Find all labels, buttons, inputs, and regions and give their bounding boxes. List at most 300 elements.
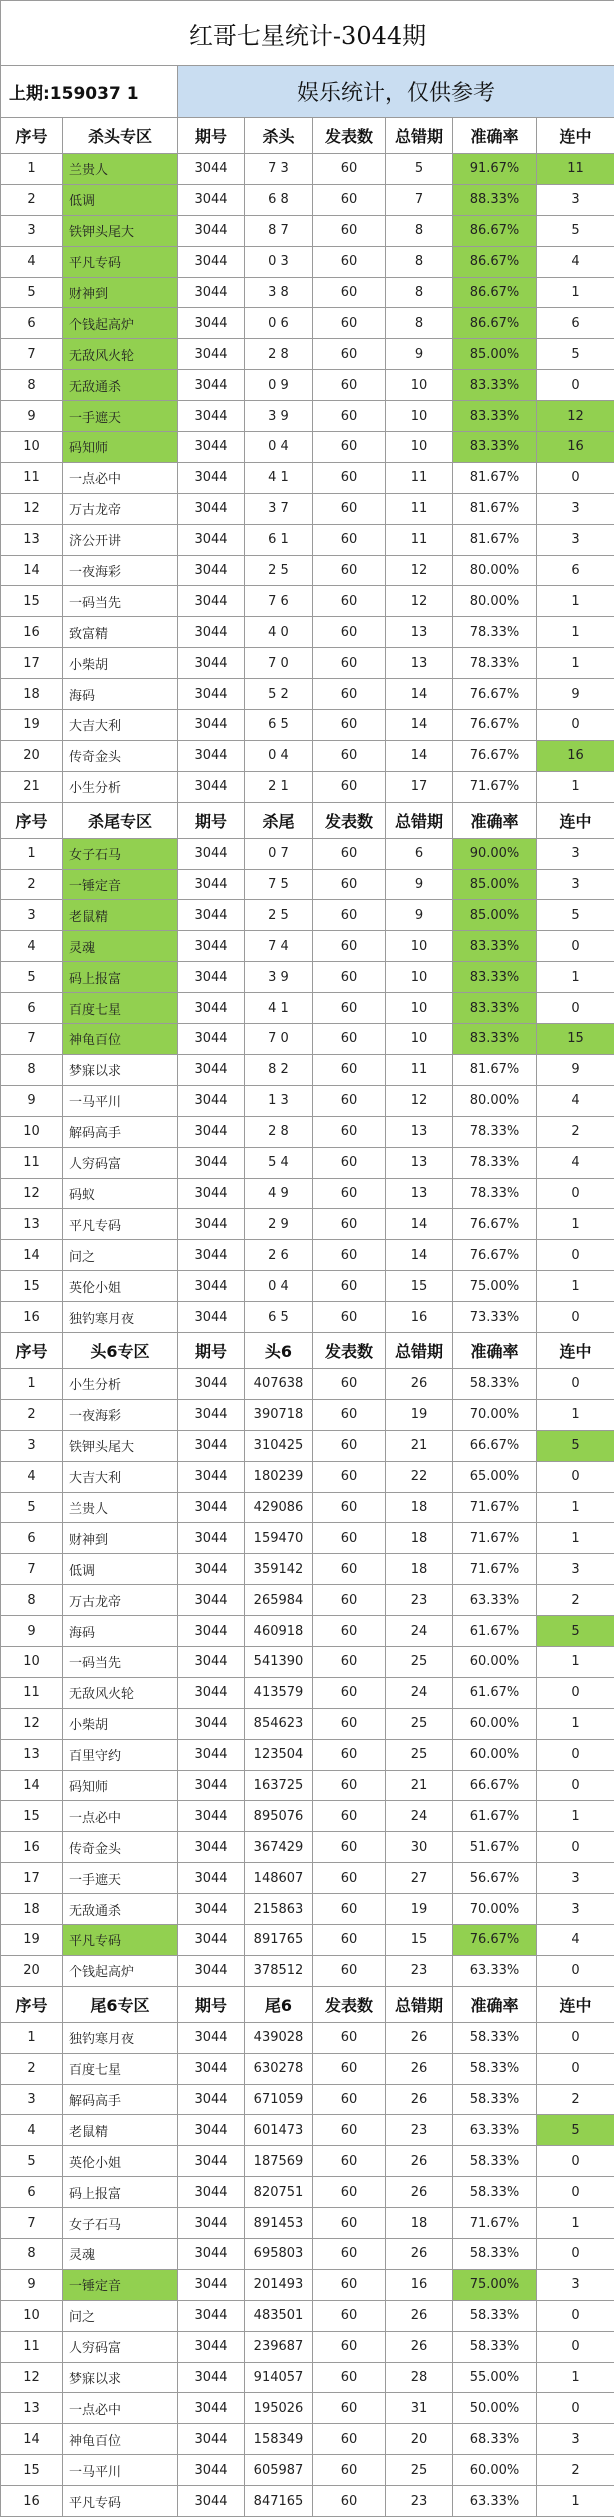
cell-published: 60 bbox=[313, 1554, 386, 1585]
cell-value: 0 3 bbox=[245, 246, 313, 277]
cell-index: 17 bbox=[1, 1863, 63, 1894]
cell-name: 梦寐以求 bbox=[63, 1054, 178, 1085]
cell-streak: 0 bbox=[537, 1770, 614, 1801]
cell-accuracy: 66.67% bbox=[453, 1770, 537, 1801]
cell-total-misses: 13 bbox=[386, 1116, 453, 1147]
cell-accuracy: 63.33% bbox=[453, 1585, 537, 1616]
cell-period: 3044 bbox=[178, 869, 245, 900]
cell-value: 4 0 bbox=[245, 617, 313, 648]
cell-total-misses: 18 bbox=[386, 1523, 453, 1554]
cell-total-misses: 22 bbox=[386, 1461, 453, 1492]
cell-index: 7 bbox=[1, 1024, 63, 1055]
cell-accuracy: 60.00% bbox=[453, 2455, 537, 2486]
table-row bbox=[1, 710, 614, 741]
cell-accuracy: 76.67% bbox=[453, 710, 537, 741]
cell-value: 895076 bbox=[245, 1801, 313, 1832]
cell-published: 60 bbox=[313, 1523, 386, 1554]
cell-index: 14 bbox=[1, 1240, 63, 1271]
table-row bbox=[1, 1085, 614, 1116]
cell-value: 187569 bbox=[245, 2146, 313, 2177]
cell-value: 148607 bbox=[245, 1863, 313, 1894]
table-row bbox=[1, 1271, 614, 1302]
cell-name: 老鼠精 bbox=[63, 2115, 178, 2146]
cell-published: 60 bbox=[313, 154, 386, 185]
cell-value: 8 7 bbox=[245, 215, 313, 246]
column-header-index: 序号 bbox=[1, 1332, 63, 1368]
table-row bbox=[1, 1399, 614, 1430]
cell-index: 16 bbox=[1, 617, 63, 648]
column-header-value: 杀尾 bbox=[245, 802, 313, 838]
cell-published: 60 bbox=[313, 1271, 386, 1302]
cell-streak: 0 bbox=[537, 1461, 614, 1492]
cell-published: 60 bbox=[313, 2084, 386, 2115]
cell-accuracy: 71.67% bbox=[453, 1554, 537, 1585]
cell-published: 60 bbox=[313, 2053, 386, 2084]
cell-index: 21 bbox=[1, 771, 63, 802]
table-row bbox=[1, 900, 614, 931]
cell-name: 大吉大利 bbox=[63, 1461, 178, 1492]
cell-streak: 0 bbox=[537, 2022, 614, 2053]
cell-published: 60 bbox=[313, 931, 386, 962]
cell-period: 3044 bbox=[178, 2208, 245, 2239]
table-row bbox=[1, 1302, 614, 1333]
table-row bbox=[1, 339, 614, 370]
cell-published: 60 bbox=[313, 1368, 386, 1399]
cell-period: 3044 bbox=[178, 2146, 245, 2177]
cell-period: 3044 bbox=[178, 1832, 245, 1863]
cell-published: 60 bbox=[313, 993, 386, 1024]
cell-accuracy: 78.33% bbox=[453, 1178, 537, 1209]
table-row bbox=[1, 771, 614, 802]
cell-period: 3044 bbox=[178, 2177, 245, 2208]
cell-streak: 3 bbox=[537, 1894, 614, 1925]
cell-streak: 5 bbox=[537, 215, 614, 246]
table-row bbox=[1, 2208, 614, 2239]
cell-streak: 1 bbox=[537, 1646, 614, 1677]
cell-value: 854623 bbox=[245, 1708, 313, 1739]
table-row bbox=[1, 1616, 614, 1647]
cell-value: 7 0 bbox=[245, 648, 313, 679]
table-row bbox=[1, 1585, 614, 1616]
cell-total-misses: 20 bbox=[386, 2424, 453, 2455]
cell-published: 60 bbox=[313, 1646, 386, 1677]
table-row bbox=[1, 993, 614, 1024]
cell-published: 60 bbox=[313, 1708, 386, 1739]
subtitle-row bbox=[1, 66, 614, 118]
table-row bbox=[1, 524, 614, 555]
cell-value: 3 9 bbox=[245, 401, 313, 432]
cell-published: 60 bbox=[313, 370, 386, 401]
column-header-streak: 连中 bbox=[537, 118, 614, 154]
cell-total-misses: 23 bbox=[386, 2486, 453, 2517]
table-row bbox=[1, 2115, 614, 2146]
cell-name: 问之 bbox=[63, 1240, 178, 1271]
cell-total-misses: 26 bbox=[386, 2146, 453, 2177]
cell-accuracy: 51.67% bbox=[453, 1832, 537, 1863]
cell-total-misses: 26 bbox=[386, 2084, 453, 2115]
cell-name: 一夜海彩 bbox=[63, 1399, 178, 1430]
cell-total-misses: 19 bbox=[386, 1399, 453, 1430]
cell-name: 传奇金头 bbox=[63, 740, 178, 771]
cell-index: 6 bbox=[1, 308, 63, 339]
cell-published: 60 bbox=[313, 215, 386, 246]
cell-published: 60 bbox=[313, 2393, 386, 2424]
cell-streak: 3 bbox=[537, 493, 614, 524]
column-header-total-misses: 总错期 bbox=[386, 1332, 453, 1368]
cell-accuracy: 60.00% bbox=[453, 1739, 537, 1770]
column-header-total-misses: 总错期 bbox=[386, 1986, 453, 2022]
cell-streak: 1 bbox=[537, 1492, 614, 1523]
table-row bbox=[1, 1646, 614, 1677]
cell-total-misses: 14 bbox=[386, 1240, 453, 1271]
cell-value: 0 6 bbox=[245, 308, 313, 339]
cell-period: 3044 bbox=[178, 1240, 245, 1271]
cell-streak: 3 bbox=[537, 869, 614, 900]
cell-value: 820751 bbox=[245, 2177, 313, 2208]
cell-total-misses: 26 bbox=[386, 1368, 453, 1399]
cell-index: 8 bbox=[1, 1054, 63, 1085]
cell-index: 1 bbox=[1, 1368, 63, 1399]
cell-index: 12 bbox=[1, 493, 63, 524]
column-header-period: 期号 bbox=[178, 802, 245, 838]
cell-index: 2 bbox=[1, 2053, 63, 2084]
cell-period: 3044 bbox=[178, 710, 245, 741]
cell-streak: 4 bbox=[537, 246, 614, 277]
cell-index: 15 bbox=[1, 1801, 63, 1832]
cell-period: 3044 bbox=[178, 2393, 245, 2424]
cell-value: 2 8 bbox=[245, 1116, 313, 1147]
cell-value: 891765 bbox=[245, 1924, 313, 1955]
cell-period: 3044 bbox=[178, 838, 245, 869]
cell-streak: 5 bbox=[537, 2115, 614, 2146]
cell-name: 一手遮天 bbox=[63, 401, 178, 432]
cell-period: 3044 bbox=[178, 339, 245, 370]
cell-accuracy: 63.33% bbox=[453, 2115, 537, 2146]
column-header-published: 发表数 bbox=[313, 1986, 386, 2022]
cell-streak: 16 bbox=[537, 740, 614, 771]
cell-total-misses: 18 bbox=[386, 1492, 453, 1523]
cell-index: 11 bbox=[1, 1677, 63, 1708]
cell-period: 3044 bbox=[178, 1430, 245, 1461]
table-row bbox=[1, 1554, 614, 1585]
cell-accuracy: 83.33% bbox=[453, 993, 537, 1024]
cell-accuracy: 78.33% bbox=[453, 1147, 537, 1178]
cell-published: 60 bbox=[313, 1209, 386, 1240]
cell-period: 3044 bbox=[178, 993, 245, 1024]
cell-total-misses: 31 bbox=[386, 2393, 453, 2424]
cell-period: 3044 bbox=[178, 1646, 245, 1677]
cell-accuracy: 81.67% bbox=[453, 524, 537, 555]
cell-streak: 0 bbox=[537, 1240, 614, 1271]
cell-name: 财神到 bbox=[63, 277, 178, 308]
cell-accuracy: 86.67% bbox=[453, 215, 537, 246]
table-row bbox=[1, 246, 614, 277]
cell-name: 传奇金头 bbox=[63, 1832, 178, 1863]
cell-streak: 0 bbox=[537, 2393, 614, 2424]
cell-value: 0 9 bbox=[245, 370, 313, 401]
cell-published: 60 bbox=[313, 1461, 386, 1492]
table-row bbox=[1, 2331, 614, 2362]
cell-published: 60 bbox=[313, 869, 386, 900]
cell-accuracy: 70.00% bbox=[453, 1894, 537, 1925]
section-header-row bbox=[1, 1332, 614, 1368]
cell-value: 541390 bbox=[245, 1646, 313, 1677]
cell-index: 7 bbox=[1, 339, 63, 370]
cell-period: 3044 bbox=[178, 1461, 245, 1492]
table-row bbox=[1, 1240, 614, 1271]
cell-streak: 0 bbox=[537, 1739, 614, 1770]
title-row bbox=[1, 1, 614, 66]
cell-name: 神龟百位 bbox=[63, 1024, 178, 1055]
column-header-index: 序号 bbox=[1, 118, 63, 154]
cell-published: 60 bbox=[313, 1147, 386, 1178]
cell-period: 3044 bbox=[178, 2084, 245, 2115]
cell-name: 兰贵人 bbox=[63, 154, 178, 185]
cell-value: 891453 bbox=[245, 2208, 313, 2239]
cell-streak: 9 bbox=[537, 679, 614, 710]
cell-name: 英伦小姐 bbox=[63, 1271, 178, 1302]
cell-name: 海码 bbox=[63, 679, 178, 710]
cell-index: 7 bbox=[1, 1554, 63, 1585]
cell-total-misses: 16 bbox=[386, 1302, 453, 1333]
cell-published: 60 bbox=[313, 2208, 386, 2239]
cell-name: 码知师 bbox=[63, 1770, 178, 1801]
cell-accuracy: 61.67% bbox=[453, 1677, 537, 1708]
cell-published: 60 bbox=[313, 2146, 386, 2177]
cell-published: 60 bbox=[313, 617, 386, 648]
cell-period: 3044 bbox=[178, 2331, 245, 2362]
cell-index: 3 bbox=[1, 215, 63, 246]
cell-published: 60 bbox=[313, 710, 386, 741]
cell-period: 3044 bbox=[178, 1116, 245, 1147]
cell-streak: 1 bbox=[537, 1708, 614, 1739]
cell-index: 10 bbox=[1, 1116, 63, 1147]
cell-total-misses: 10 bbox=[386, 1024, 453, 1055]
cell-value: 2 1 bbox=[245, 771, 313, 802]
cell-index: 5 bbox=[1, 962, 63, 993]
cell-period: 3044 bbox=[178, 462, 245, 493]
cell-streak: 1 bbox=[537, 617, 614, 648]
cell-name: 小生分析 bbox=[63, 1368, 178, 1399]
cell-accuracy: 58.33% bbox=[453, 2331, 537, 2362]
previous-draw-label: 上期:159037 1 bbox=[1, 66, 178, 118]
cell-published: 60 bbox=[313, 339, 386, 370]
cell-value: 265984 bbox=[245, 1585, 313, 1616]
table-row bbox=[1, 493, 614, 524]
cell-period: 3044 bbox=[178, 1585, 245, 1616]
cell-period: 3044 bbox=[178, 1739, 245, 1770]
cell-name: 平凡专码 bbox=[63, 1209, 178, 1240]
cell-period: 3044 bbox=[178, 154, 245, 185]
cell-streak: 2 bbox=[537, 1116, 614, 1147]
cell-published: 60 bbox=[313, 1616, 386, 1647]
table-row bbox=[1, 1832, 614, 1863]
cell-published: 60 bbox=[313, 586, 386, 617]
cell-accuracy: 71.67% bbox=[453, 2208, 537, 2239]
cell-accuracy: 78.33% bbox=[453, 1116, 537, 1147]
cell-value: 180239 bbox=[245, 1461, 313, 1492]
table-row bbox=[1, 2393, 614, 2424]
cell-accuracy: 76.67% bbox=[453, 1209, 537, 1240]
cell-name: 海码 bbox=[63, 1616, 178, 1647]
column-header-index: 序号 bbox=[1, 802, 63, 838]
cell-name: 低调 bbox=[63, 184, 178, 215]
cell-published: 60 bbox=[313, 1770, 386, 1801]
table-row bbox=[1, 1523, 614, 1554]
table-row bbox=[1, 869, 614, 900]
cell-streak: 1 bbox=[537, 1399, 614, 1430]
cell-name: 一锤定音 bbox=[63, 869, 178, 900]
cell-streak: 1 bbox=[537, 586, 614, 617]
cell-streak: 0 bbox=[537, 1302, 614, 1333]
cell-value: 847165 bbox=[245, 2486, 313, 2517]
cell-index: 19 bbox=[1, 710, 63, 741]
cell-published: 60 bbox=[313, 2455, 386, 2486]
cell-name: 女子石马 bbox=[63, 838, 178, 869]
cell-published: 60 bbox=[313, 493, 386, 524]
cell-index: 13 bbox=[1, 524, 63, 555]
cell-streak: 6 bbox=[537, 308, 614, 339]
cell-streak: 6 bbox=[537, 555, 614, 586]
cell-value: 7 4 bbox=[245, 931, 313, 962]
cell-published: 60 bbox=[313, 2269, 386, 2300]
cell-published: 60 bbox=[313, 524, 386, 555]
cell-published: 60 bbox=[313, 1054, 386, 1085]
cell-total-misses: 25 bbox=[386, 2455, 453, 2486]
cell-index: 9 bbox=[1, 1085, 63, 1116]
cell-streak: 0 bbox=[537, 1178, 614, 1209]
cell-period: 3044 bbox=[178, 1616, 245, 1647]
cell-total-misses: 12 bbox=[386, 1085, 453, 1116]
cell-streak: 1 bbox=[537, 648, 614, 679]
cell-published: 60 bbox=[313, 1955, 386, 1986]
column-header-value: 杀头 bbox=[245, 118, 313, 154]
cell-name: 一码当先 bbox=[63, 586, 178, 617]
cell-accuracy: 76.67% bbox=[453, 740, 537, 771]
cell-published: 60 bbox=[313, 2177, 386, 2208]
column-header-period: 期号 bbox=[178, 1986, 245, 2022]
table-row bbox=[1, 1209, 614, 1240]
cell-period: 3044 bbox=[178, 401, 245, 432]
cell-streak: 0 bbox=[537, 2177, 614, 2208]
cell-value: 159470 bbox=[245, 1523, 313, 1554]
cell-accuracy: 75.00% bbox=[453, 1271, 537, 1302]
cell-total-misses: 24 bbox=[386, 1616, 453, 1647]
cell-value: 413579 bbox=[245, 1677, 313, 1708]
cell-total-misses: 21 bbox=[386, 1770, 453, 1801]
cell-period: 3044 bbox=[178, 900, 245, 931]
cell-name: 平凡专码 bbox=[63, 1924, 178, 1955]
cell-total-misses: 11 bbox=[386, 462, 453, 493]
cell-name: 无敌风火轮 bbox=[63, 1677, 178, 1708]
cell-period: 3044 bbox=[178, 2486, 245, 2517]
cell-period: 3044 bbox=[178, 1955, 245, 1986]
cell-accuracy: 76.67% bbox=[453, 679, 537, 710]
cell-total-misses: 10 bbox=[386, 401, 453, 432]
table-row bbox=[1, 931, 614, 962]
cell-accuracy: 71.67% bbox=[453, 1523, 537, 1554]
cell-name: 铁钾头尾大 bbox=[63, 215, 178, 246]
cell-index: 3 bbox=[1, 900, 63, 931]
cell-name: 兰贵人 bbox=[63, 1492, 178, 1523]
cell-index: 13 bbox=[1, 1739, 63, 1770]
cell-period: 3044 bbox=[178, 555, 245, 586]
cell-index: 12 bbox=[1, 1178, 63, 1209]
cell-index: 14 bbox=[1, 2424, 63, 2455]
cell-name: 小柴胡 bbox=[63, 1708, 178, 1739]
cell-name: 个钱起高炉 bbox=[63, 1955, 178, 1986]
cell-name: 百里守约 bbox=[63, 1739, 178, 1770]
cell-accuracy: 85.00% bbox=[453, 900, 537, 931]
cell-index: 14 bbox=[1, 555, 63, 586]
cell-total-misses: 17 bbox=[386, 771, 453, 802]
cell-index: 11 bbox=[1, 462, 63, 493]
cell-accuracy: 78.33% bbox=[453, 648, 537, 679]
cell-name: 大吉大利 bbox=[63, 710, 178, 741]
cell-accuracy: 61.67% bbox=[453, 1616, 537, 1647]
table-row bbox=[1, 277, 614, 308]
cell-index: 10 bbox=[1, 2300, 63, 2331]
section-header-row bbox=[1, 802, 614, 838]
cell-total-misses: 25 bbox=[386, 1739, 453, 1770]
table-row bbox=[1, 215, 614, 246]
cell-streak: 12 bbox=[537, 401, 614, 432]
cell-total-misses: 10 bbox=[386, 432, 453, 463]
cell-streak: 2 bbox=[537, 2084, 614, 2115]
table-row bbox=[1, 1924, 614, 1955]
cell-accuracy: 80.00% bbox=[453, 1085, 537, 1116]
cell-index: 20 bbox=[1, 1955, 63, 1986]
cell-period: 3044 bbox=[178, 1523, 245, 1554]
cell-published: 60 bbox=[313, 2486, 386, 2517]
cell-period: 3044 bbox=[178, 370, 245, 401]
table-row bbox=[1, 370, 614, 401]
cell-accuracy: 58.33% bbox=[453, 2300, 537, 2331]
cell-name: 独钓寒月夜 bbox=[63, 2022, 178, 2053]
cell-total-misses: 14 bbox=[386, 1209, 453, 1240]
table-row bbox=[1, 962, 614, 993]
cell-published: 60 bbox=[313, 1894, 386, 1925]
cell-period: 3044 bbox=[178, 1399, 245, 1430]
cell-period: 3044 bbox=[178, 1708, 245, 1739]
cell-index: 18 bbox=[1, 1894, 63, 1925]
cell-total-misses: 16 bbox=[386, 2269, 453, 2300]
table-row bbox=[1, 154, 614, 185]
cell-accuracy: 63.33% bbox=[453, 2486, 537, 2517]
table-row bbox=[1, 1739, 614, 1770]
cell-value: 6 5 bbox=[245, 710, 313, 741]
cell-value: 215863 bbox=[245, 1894, 313, 1925]
column-header-total-misses: 总错期 bbox=[386, 118, 453, 154]
cell-accuracy: 58.33% bbox=[453, 2053, 537, 2084]
cell-period: 3044 bbox=[178, 617, 245, 648]
cell-index: 16 bbox=[1, 2486, 63, 2517]
cell-name: 码知师 bbox=[63, 432, 178, 463]
cell-published: 60 bbox=[313, 1430, 386, 1461]
cell-total-misses: 18 bbox=[386, 2208, 453, 2239]
cell-index: 9 bbox=[1, 401, 63, 432]
cell-period: 3044 bbox=[178, 1863, 245, 1894]
cell-streak: 2 bbox=[537, 2455, 614, 2486]
cell-index: 8 bbox=[1, 370, 63, 401]
disclaimer-banner: 娱乐统计，仅供参考 bbox=[178, 66, 614, 118]
cell-period: 3044 bbox=[178, 1677, 245, 1708]
cell-accuracy: 81.67% bbox=[453, 493, 537, 524]
cell-period: 3044 bbox=[178, 493, 245, 524]
table-row bbox=[1, 308, 614, 339]
cell-name: 致富精 bbox=[63, 617, 178, 648]
cell-name: 财神到 bbox=[63, 1523, 178, 1554]
